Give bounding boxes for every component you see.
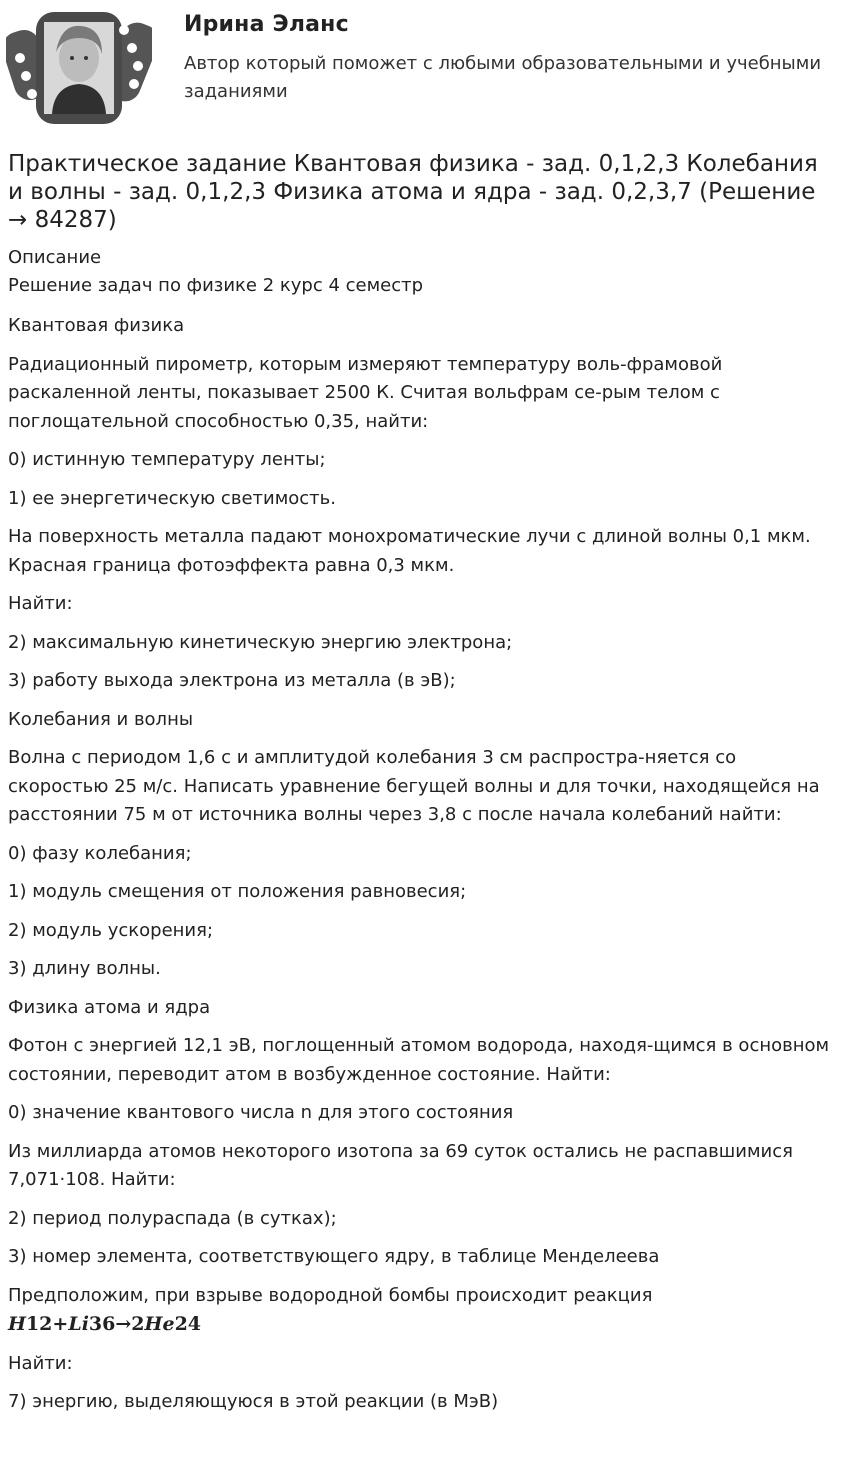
paragraph: Колебания и волны — [8, 708, 194, 730]
paragraph: 3) работу выхода электрона из металла (в эВ); — [8, 670, 456, 691]
paragraph: Фотон с энергией 12,1 эВ, поглощенный атомом водорода, находя-щимся в основном состоянии, переводит атом в возбужденное состояние. Найти: — [8, 1035, 830, 1085]
lithium-symbol: Li — [68, 1313, 89, 1335]
lithium-numbers: 36 — [88, 1313, 116, 1335]
hydrogen-numbers: 12 — [25, 1313, 53, 1335]
paragraph: 1) модуль смещения от положения равновесия; — [8, 881, 467, 902]
author-card — [0, 0, 847, 140]
paragraph: 2) максимальную кинетическую энергию электрона; — [8, 631, 513, 653]
reaction-arrow: → — [115, 1313, 132, 1335]
page-title: Практическое задание Квантовая физика - зад. 0,1,2,3 Колебания и волны - зад. 0,1,2,3 Физика атома и ядра - зад. 0,2,3,7 (Решение → 84287) — [8, 151, 818, 233]
paragraph: Найти: — [8, 1352, 73, 1374]
paragraph: Волна с периодом 1,6 с и амплитудой колебания 3 см распростра-няется со скоростью 25 м/с. Написать уравнение бегущей волны и для точки, находящейся на расстоянии 75 м от источника волны через 3,8 с после начала колебаний найти: — [8, 747, 820, 825]
plus-sign: + — [52, 1313, 69, 1335]
paragraph: Физика атома и ядра — [8, 996, 211, 1018]
paragraph: 2) модуль ускорения; — [8, 919, 214, 941]
paragraph: 0) значение квантового числа n для этого состояния — [8, 1102, 514, 1123]
paragraph: На поверхность металла падают монохроматические лучи с длиной волны 0,1 мкм. Красная граница фотоэффекта равна 0,3 мкм. — [8, 526, 811, 576]
paragraph: 0) фазу колебания; — [8, 842, 192, 864]
paragraph: Найти: — [8, 593, 73, 614]
reaction-paragraph — [8, 1282, 840, 1340]
author-description: Автор который поможет с любыми образовательными и учебными заданиями — [184, 53, 822, 102]
paragraph: Из миллиарда атомов некоторого изотопа за 69 суток остались не распавшимися 7,071·108. Найти: — [8, 1140, 793, 1190]
paragraph: 3) номер элемента, соответствующего ядру, в таблице Менделеева — [8, 1246, 660, 1267]
paragraph: 3) длину волны. — [8, 958, 161, 979]
author-avatar — [6, 8, 152, 128]
reaction-intro: Предположим, при взрыве водородной бомбы происходит реакция — [8, 1284, 653, 1306]
paragraph: 2) период полураспада (в сутках); — [8, 1207, 337, 1229]
description-subtitle: Решение задач по физике 2 курс 4 семестр — [8, 275, 424, 296]
task-content — [8, 244, 840, 1427]
helium-symbol: He — [144, 1313, 175, 1335]
author-name: Ирина Эланс — [184, 12, 349, 37]
paragraph: 0) истинную температуру ленты; — [8, 449, 326, 470]
helium-coefficient: 2 — [131, 1313, 145, 1335]
paragraph: 7) энергию, выделяющуюся в этой реакции (в МэВ) — [8, 1391, 499, 1412]
helium-numbers: 24 — [174, 1313, 202, 1335]
paragraph: Квантовая физика — [8, 315, 185, 336]
hydrogen-symbol: H — [8, 1313, 26, 1335]
reaction-formula — [8, 1313, 201, 1335]
paragraph: 1) ее энергетическую светимость. — [8, 487, 336, 509]
description-label: Описание — [8, 247, 102, 268]
paragraph: Радиационный пирометр, которым измеряют температуру воль-фрамовой раскаленной ленты, показывает 2500 К. Считая вольфрам се-рым телом с поглощательной способностью 0,35, найти: — [8, 353, 723, 432]
